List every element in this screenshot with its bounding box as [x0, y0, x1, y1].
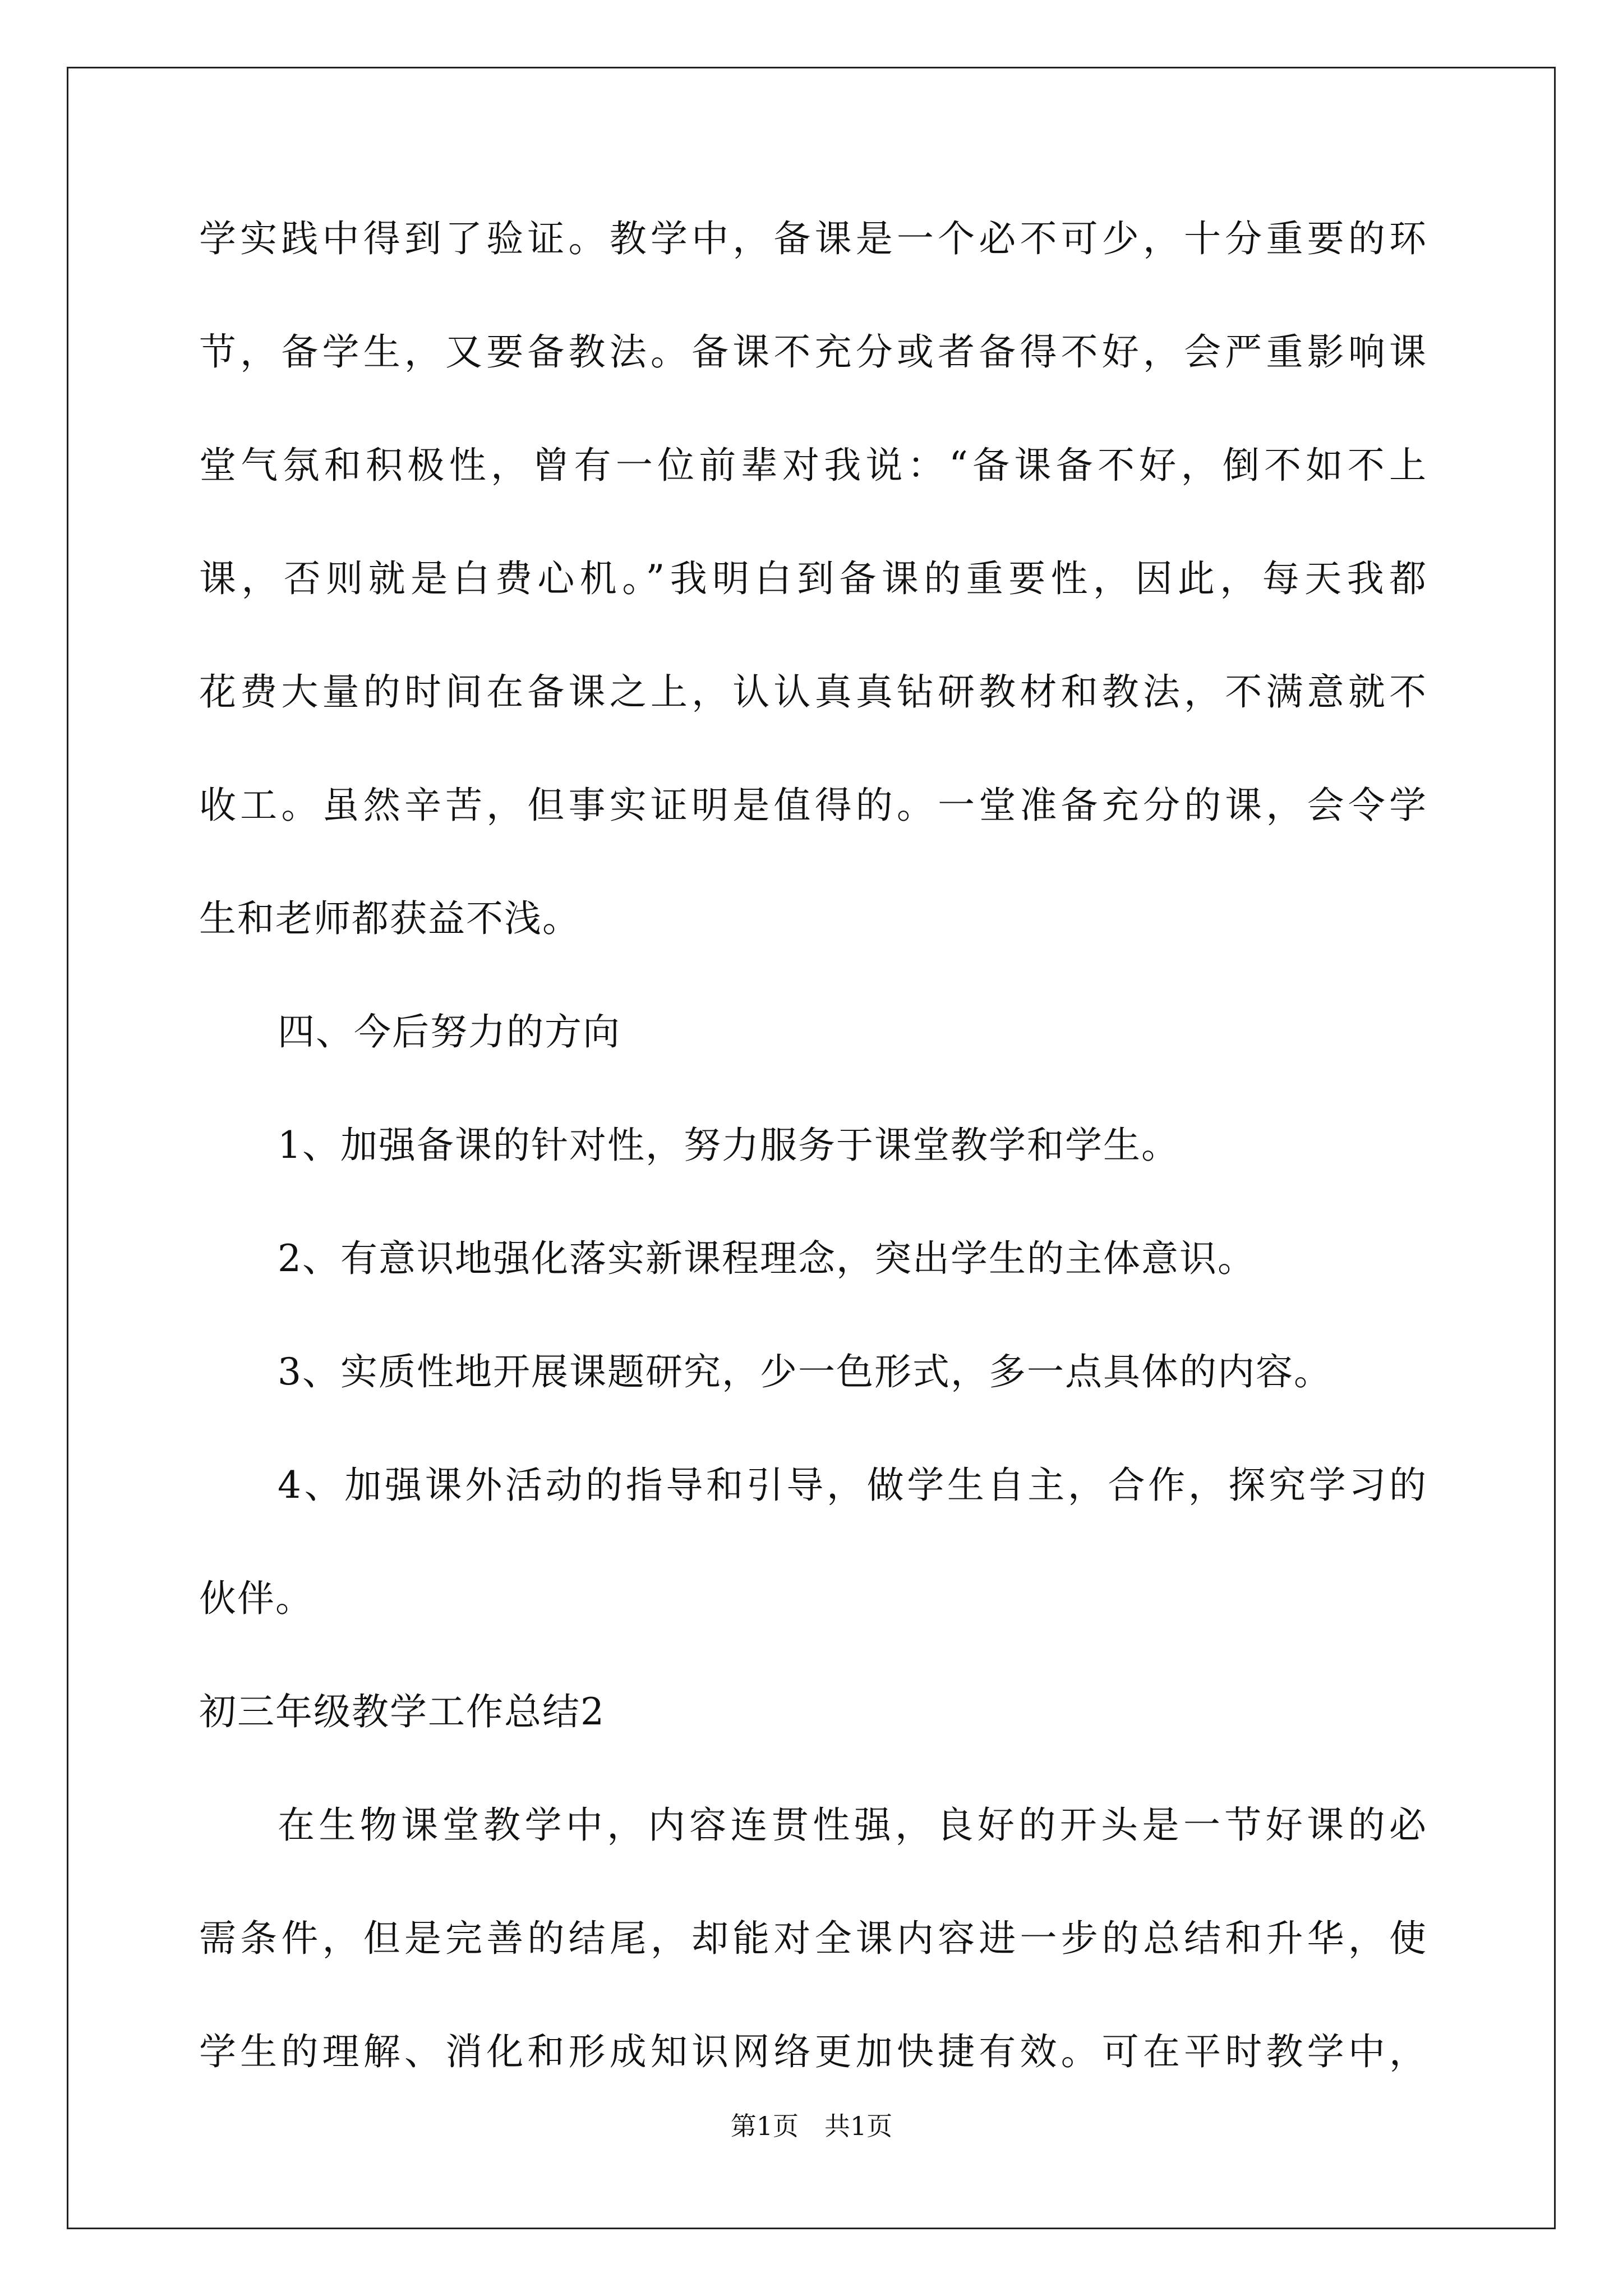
text-line: 堂气氛和积极性，曾有一位前辈对我说：“备课备不好，倒不如不上 — [199, 444, 1427, 487]
text-line: 3、实质性地开展课题研究，少一色形式，多一点具体的内容。 — [278, 1350, 1332, 1393]
text-line: 花费大量的时间在备课之上，认认真真钻研教材和教法，不满意就不 — [199, 670, 1427, 714]
text-line: 1、加强备课的针对性，努力服务于课堂教学和学生。 — [278, 1124, 1179, 1167]
text-line: 生和老师都获益不浅。 — [199, 897, 580, 940]
text-line: 初三年级教学工作总结2 — [199, 1690, 605, 1733]
text-line: 学生的理解、消化和形成知识网络更加快捷有效。可在平时教学中， — [199, 2030, 1427, 2073]
text-line: 需条件，但是完善的结尾，却能对全课内容进一步的总结和升华，使 — [199, 1917, 1427, 1960]
text-line: 伙伴。 — [199, 1577, 313, 1620]
text-line: 收工。虽然辛苦，但事实证明是值得的。一堂准备充分的课，会令学 — [199, 784, 1427, 827]
text-line: 学实践中得到了验证。教学中，备课是一个必不可少，十分重要的环 — [199, 217, 1427, 260]
text-line: 4、加强课外活动的指导和引导，做学生自主，合作，探究学习的 — [278, 1464, 1427, 1507]
text-line: 2、有意识地强化落实新课程理念，突出学生的主体意识。 — [278, 1237, 1256, 1280]
text-line: 课，否则就是白费心机。”我明白到备课的重要性，因此，每天我都 — [199, 557, 1427, 600]
text-line: 节，备学生，又要备教法。备课不充分或者备得不好，会严重影响课 — [199, 330, 1427, 374]
page-footer: 第1页 共1页 — [730, 2111, 893, 2141]
text-line: 四、今后努力的方向 — [278, 1010, 621, 1053]
text-line: 在生物课堂教学中，内容连贯性强，良好的开头是一节好课的必 — [278, 1803, 1427, 1847]
